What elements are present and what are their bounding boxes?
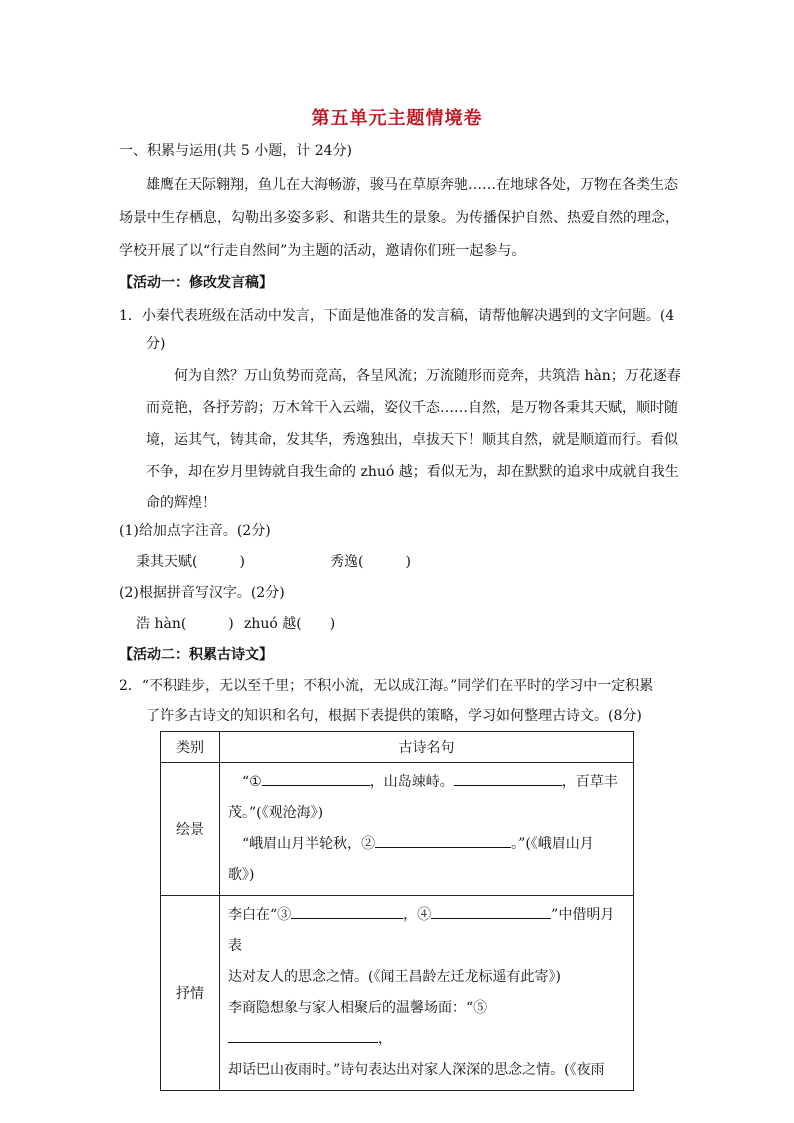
question1-line-2: 分) — [146, 336, 166, 352]
answer-blank-5[interactable] — [228, 1028, 378, 1043]
answer-blank-1b[interactable] — [454, 771, 562, 786]
poem-line: “峨眉山月半轮秋，② 。”(《峨眉山月 — [228, 829, 625, 860]
table-lines-cell — [220, 763, 634, 896]
poetry-table — [160, 731, 634, 1091]
poem-line: 茂。”(《观沧海》) — [228, 805, 324, 821]
table-lines-cell — [220, 896, 634, 1091]
page-title: 第五单元主题情境卷 — [311, 108, 483, 129]
question1-line-1: 1．小秦代表班级在活动中发言，下面是他准备的发言稿，请帮他解决遇到的文字问题。(4 — [119, 308, 675, 324]
speech-line-2: 而竞艳，各抒芳韵；万木耸干入云端，姿仪千态……自然，是万物各秉其天赋，顺时随 — [146, 400, 678, 416]
answer-blank-1[interactable] — [262, 771, 370, 786]
poem-line: “① ，山岛竦峙。 ，百草丰 — [228, 767, 625, 798]
poem-line: 达对友人的思念之情。(《闻王昌龄左迁龙标遥有此寄》) — [228, 969, 561, 985]
answer-blank-3[interactable] — [291, 904, 403, 919]
table-row — [161, 763, 634, 896]
activity1-heading: 【活动一：修改发言稿】 — [119, 275, 273, 291]
speech-line-3: 境，运其气，铸其命，发其华，秀逸独出，卓拔天下！顺其自然，就是顺道而行。看似 — [146, 432, 678, 448]
activity2-heading: 【活动二：积累古诗文】 — [119, 647, 273, 663]
subquestion2-heading: (2)根据拼音写汉字。(2分) — [119, 585, 285, 601]
intro-line-1: 雄鹰在天际翱翔，鱼儿在大海畅游，骏马在草原奔驰……在地球各处，万物在各类生态 — [146, 177, 678, 193]
poem-line: 却话巴山夜雨时。”诗句表达出对家人深深的思念之情。(《夜雨 — [228, 1062, 605, 1078]
question2-line-2: 了许多古诗文的知识和名句，根据下表提供的策略，学习如何整理古诗文。(8分) — [146, 708, 642, 724]
table-row — [161, 896, 634, 1091]
table-category-cell: 抒情 — [161, 896, 220, 1091]
table-category-cell: 绘景 — [161, 763, 220, 896]
intro-line-2: 场景中生存栖息，勾勒出多姿多彩、和谐共生的景象。为传播保护自然、热爱自然的理念， — [119, 210, 679, 226]
table-header-row — [161, 732, 634, 763]
intro-line-3: 学校开展了以“行走自然间”为主题的活动，邀请你们班一起参与。 — [119, 243, 526, 259]
table-header-lines: 古诗名句 — [220, 732, 634, 763]
table-header-category: 类别 — [161, 732, 220, 763]
speech-line-4: 不争，却在岁月里铸就自我生命的 zhuó 越；看似无为，却在默默的追求中成就自我生 — [146, 464, 679, 480]
poem-line: 歌》) — [228, 867, 255, 883]
poem-line: 李白在“③ ，④ ”中借明月表 — [228, 900, 625, 962]
answer-blank-2[interactable] — [375, 833, 511, 848]
answer-blank-4[interactable] — [431, 904, 551, 919]
subquestion1-heading: (1)给加点字注音。(2分) — [119, 523, 271, 539]
question2-line-1: 2．“不积跬步，无以至千里；不积小流，无以成江海。”同学们在平时的学习中一定积累 — [119, 678, 654, 694]
subquestion2-item-b: zhuó 越( ) — [244, 616, 336, 632]
poem-line: 李商隐想象与家人相聚后的温馨场面：“⑤， — [228, 1000, 488, 1047]
subquestion1-item-b: 秀逸( ) — [330, 554, 411, 570]
subquestion1-item-a: 秉其天赋( ) — [136, 554, 245, 570]
speech-line-1: 何为自然？万山负势而竞高，各呈风流；万流随形而竞奔，共筑浩 hàn；万花逐春 — [174, 368, 681, 384]
speech-line-5: 命的辉煌！ — [146, 495, 216, 511]
section-heading: 一、积累与运用(共 5 小题，计 24分) — [119, 143, 352, 159]
subquestion2-item-a: 浩 hàn( ) — [136, 616, 234, 632]
